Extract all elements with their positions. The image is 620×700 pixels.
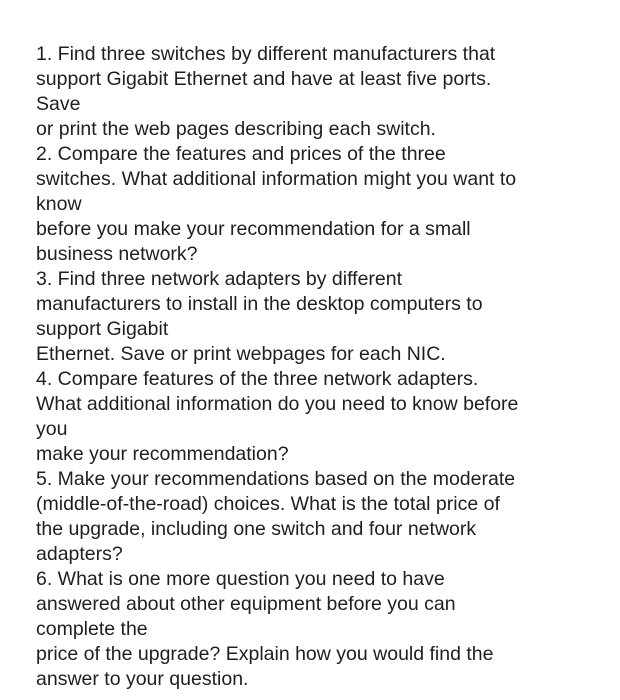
text-line: What additional information do you need to know before — [36, 393, 519, 415]
text-line: or print the web pages describing each switch. — [36, 118, 436, 140]
text-line: 4. Compare features of the three network adapters. — [36, 368, 479, 390]
text-line: answered about other equipment before you can — [36, 593, 456, 615]
text-line: 2. Compare the features and prices of the three — [36, 143, 446, 165]
text-line: price of the upgrade? Explain how you would find the — [36, 643, 494, 665]
text-line: 5. Make your recommendations based on the moderate — [36, 468, 516, 490]
text-line: manufacturers to install in the desktop computers to — [36, 293, 483, 315]
text-line: answer to your question. — [36, 668, 249, 690]
text-line: 3. Find three network adapters by different — [36, 268, 403, 290]
text-line: (middle-of-the-road) choices. What is the total price of — [36, 493, 500, 515]
text-line: make your recommendation? — [36, 443, 289, 465]
text-line: 6. What is one more question you need to have — [36, 568, 445, 590]
text-line: support Gigabit — [36, 318, 169, 340]
document-text — [36, 42, 616, 692]
text-line: you — [36, 418, 68, 440]
text-line: business network? — [36, 243, 198, 265]
text-line: complete the — [36, 618, 148, 640]
text-line: support Gigabit Ethernet and have at least five ports. — [36, 68, 492, 90]
text-line: Ethernet. Save or print webpages for each NIC. — [36, 343, 446, 365]
text-line: 1. Find three switches by different manufacturers that — [36, 43, 496, 65]
text-line: Save — [36, 93, 81, 115]
text-line: switches. What additional information might you want to — [36, 168, 517, 190]
text-line: adapters? — [36, 543, 123, 565]
text-line: before you make your recommendation for a small — [36, 218, 471, 240]
text-line: know — [36, 193, 82, 215]
text-line: the upgrade, including one switch and four network — [36, 518, 477, 540]
